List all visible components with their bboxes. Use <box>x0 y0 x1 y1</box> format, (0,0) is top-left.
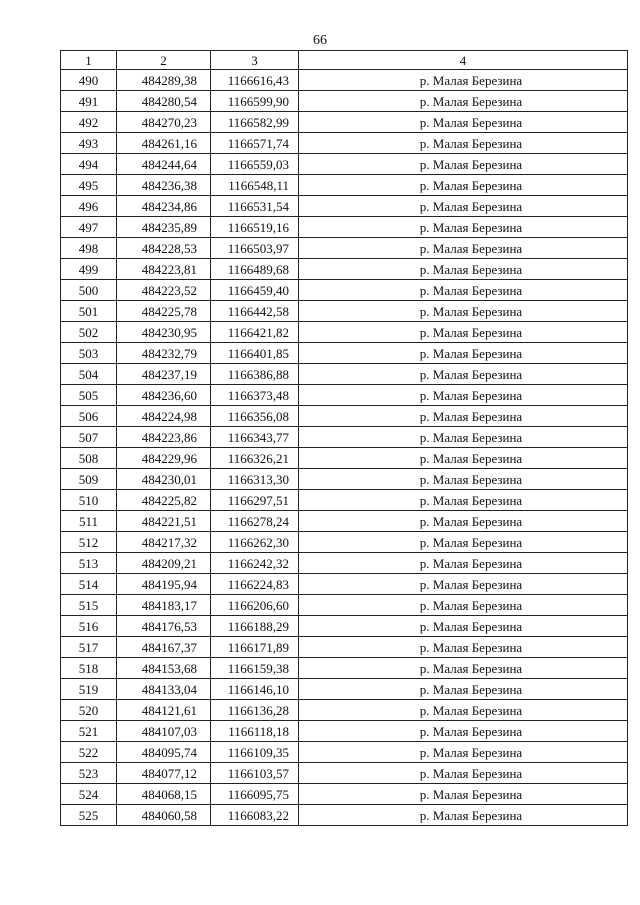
point-number-cell: 520 <box>61 700 117 721</box>
y-coordinate-cell: 1166373,48 <box>211 385 299 406</box>
y-coordinate-cell: 1166136,28 <box>211 700 299 721</box>
point-number-cell: 494 <box>61 154 117 175</box>
table-row <box>61 574 628 595</box>
table-row <box>61 91 628 112</box>
x-coordinate-cell: 484153,68 <box>117 658 211 679</box>
object-name-cell: р. Малая Березина <box>299 595 628 616</box>
table-row <box>61 511 628 532</box>
x-coordinate-cell: 484209,21 <box>117 553 211 574</box>
table-row <box>61 301 628 322</box>
object-name-cell: р. Малая Березина <box>299 490 628 511</box>
table-row <box>61 196 628 217</box>
y-coordinate-cell: 1166489,68 <box>211 259 299 280</box>
point-number-cell: 516 <box>61 616 117 637</box>
table-row <box>61 595 628 616</box>
x-coordinate-cell: 484261,16 <box>117 133 211 154</box>
y-coordinate-cell: 1166459,40 <box>211 280 299 301</box>
object-name-cell: р. Малая Березина <box>299 217 628 238</box>
point-number-cell: 522 <box>61 742 117 763</box>
x-coordinate-cell: 484167,37 <box>117 637 211 658</box>
table-row <box>61 700 628 721</box>
object-name-cell: р. Малая Березина <box>299 385 628 406</box>
table-row <box>61 721 628 742</box>
x-coordinate-cell: 484133,04 <box>117 679 211 700</box>
table-row <box>61 469 628 490</box>
y-coordinate-cell: 1166503,97 <box>211 238 299 259</box>
x-coordinate-cell: 484236,38 <box>117 175 211 196</box>
header-col-3: 3 <box>211 51 299 70</box>
y-coordinate-cell: 1166356,08 <box>211 406 299 427</box>
object-name-cell: р. Малая Березина <box>299 175 628 196</box>
x-coordinate-cell: 484060,58 <box>117 805 211 826</box>
table-row <box>61 448 628 469</box>
table-row <box>61 70 628 91</box>
table-row <box>61 406 628 427</box>
y-coordinate-cell: 1166188,29 <box>211 616 299 637</box>
y-coordinate-cell: 1166559,03 <box>211 154 299 175</box>
x-coordinate-cell: 484225,82 <box>117 490 211 511</box>
point-number-cell: 495 <box>61 175 117 196</box>
point-number-cell: 503 <box>61 343 117 364</box>
table-row <box>61 805 628 826</box>
object-name-cell: р. Малая Березина <box>299 511 628 532</box>
object-name-cell: р. Малая Березина <box>299 637 628 658</box>
point-number-cell: 513 <box>61 553 117 574</box>
object-name-cell: р. Малая Березина <box>299 700 628 721</box>
object-name-cell: р. Малая Березина <box>299 196 628 217</box>
point-number-cell: 498 <box>61 238 117 259</box>
point-number-cell: 515 <box>61 595 117 616</box>
x-coordinate-cell: 484221,51 <box>117 511 211 532</box>
object-name-cell: р. Малая Березина <box>299 532 628 553</box>
x-coordinate-cell: 484225,78 <box>117 301 211 322</box>
y-coordinate-cell: 1166386,88 <box>211 364 299 385</box>
y-coordinate-cell: 1166616,43 <box>211 70 299 91</box>
object-name-cell: р. Малая Березина <box>299 154 628 175</box>
y-coordinate-cell: 1166548,11 <box>211 175 299 196</box>
y-coordinate-cell: 1166326,21 <box>211 448 299 469</box>
table-row <box>61 322 628 343</box>
header-row <box>61 51 628 70</box>
table-row <box>61 217 628 238</box>
object-name-cell: р. Малая Березина <box>299 70 628 91</box>
x-coordinate-cell: 484095,74 <box>117 742 211 763</box>
x-coordinate-cell: 484230,95 <box>117 322 211 343</box>
y-coordinate-cell: 1166146,10 <box>211 679 299 700</box>
header-col-4: 4 <box>299 51 628 70</box>
object-name-cell: р. Малая Березина <box>299 805 628 826</box>
y-coordinate-cell: 1166109,35 <box>211 742 299 763</box>
x-coordinate-cell: 484107,03 <box>117 721 211 742</box>
point-number-cell: 506 <box>61 406 117 427</box>
x-coordinate-cell: 484236,60 <box>117 385 211 406</box>
object-name-cell: р. Малая Березина <box>299 427 628 448</box>
y-coordinate-cell: 1166278,24 <box>211 511 299 532</box>
point-number-cell: 497 <box>61 217 117 238</box>
table-row <box>61 175 628 196</box>
x-coordinate-cell: 484223,86 <box>117 427 211 448</box>
object-name-cell: р. Малая Березина <box>299 280 628 301</box>
table-row <box>61 154 628 175</box>
y-coordinate-cell: 1166519,16 <box>211 217 299 238</box>
point-number-cell: 496 <box>61 196 117 217</box>
table-row <box>61 280 628 301</box>
point-number-cell: 505 <box>61 385 117 406</box>
table-row <box>61 553 628 574</box>
x-coordinate-cell: 484195,94 <box>117 574 211 595</box>
x-coordinate-cell: 484289,38 <box>117 70 211 91</box>
point-number-cell: 504 <box>61 364 117 385</box>
y-coordinate-cell: 1166118,18 <box>211 721 299 742</box>
page-number: 66 <box>313 33 327 48</box>
y-coordinate-cell: 1166297,51 <box>211 490 299 511</box>
x-coordinate-cell: 484280,54 <box>117 91 211 112</box>
x-coordinate-cell: 484183,17 <box>117 595 211 616</box>
table-row <box>61 133 628 154</box>
y-coordinate-cell: 1166095,75 <box>211 784 299 805</box>
y-coordinate-cell: 1166083,22 <box>211 805 299 826</box>
table-row <box>61 343 628 364</box>
x-coordinate-cell: 484229,96 <box>117 448 211 469</box>
point-number-cell: 523 <box>61 763 117 784</box>
y-coordinate-cell: 1166206,60 <box>211 595 299 616</box>
point-number-cell: 518 <box>61 658 117 679</box>
table-row <box>61 112 628 133</box>
y-coordinate-cell: 1166531,54 <box>211 196 299 217</box>
x-coordinate-cell: 484068,15 <box>117 784 211 805</box>
object-name-cell: р. Малая Березина <box>299 238 628 259</box>
table-row <box>61 364 628 385</box>
y-coordinate-cell: 1166242,32 <box>211 553 299 574</box>
table-row <box>61 763 628 784</box>
object-name-cell: р. Малая Березина <box>299 448 628 469</box>
y-coordinate-cell: 1166262,30 <box>211 532 299 553</box>
y-coordinate-cell: 1166171,89 <box>211 637 299 658</box>
table-row <box>61 238 628 259</box>
object-name-cell: р. Малая Березина <box>299 469 628 490</box>
table-row <box>61 784 628 805</box>
table-row <box>61 532 628 553</box>
point-number-cell: 501 <box>61 301 117 322</box>
object-name-cell: р. Малая Березина <box>299 406 628 427</box>
y-coordinate-cell: 1166401,85 <box>211 343 299 364</box>
x-coordinate-cell: 484223,52 <box>117 280 211 301</box>
table-row <box>61 742 628 763</box>
x-coordinate-cell: 484217,32 <box>117 532 211 553</box>
table-row <box>61 679 628 700</box>
x-coordinate-cell: 484237,19 <box>117 364 211 385</box>
point-number-cell: 525 <box>61 805 117 826</box>
object-name-cell: р. Малая Березина <box>299 553 628 574</box>
x-coordinate-cell: 484223,81 <box>117 259 211 280</box>
header-col-2: 2 <box>117 51 211 70</box>
table-row <box>61 385 628 406</box>
table-row <box>61 259 628 280</box>
x-coordinate-cell: 484121,61 <box>117 700 211 721</box>
object-name-cell: р. Малая Березина <box>299 616 628 637</box>
coordinates-table <box>60 50 628 826</box>
table-row <box>61 616 628 637</box>
table-row <box>61 490 628 511</box>
x-coordinate-cell: 484230,01 <box>117 469 211 490</box>
y-coordinate-cell: 1166224,83 <box>211 574 299 595</box>
point-number-cell: 510 <box>61 490 117 511</box>
y-coordinate-cell: 1166442,58 <box>211 301 299 322</box>
object-name-cell: р. Малая Березина <box>299 364 628 385</box>
y-coordinate-cell: 1166599,90 <box>211 91 299 112</box>
object-name-cell: р. Малая Березина <box>299 91 628 112</box>
object-name-cell: р. Малая Березина <box>299 742 628 763</box>
object-name-cell: р. Малая Березина <box>299 721 628 742</box>
point-number-cell: 490 <box>61 70 117 91</box>
x-coordinate-cell: 484270,23 <box>117 112 211 133</box>
point-number-cell: 502 <box>61 322 117 343</box>
point-number-cell: 511 <box>61 511 117 532</box>
point-number-cell: 524 <box>61 784 117 805</box>
y-coordinate-cell: 1166159,38 <box>211 658 299 679</box>
point-number-cell: 493 <box>61 133 117 154</box>
x-coordinate-cell: 484235,89 <box>117 217 211 238</box>
point-number-cell: 517 <box>61 637 117 658</box>
x-coordinate-cell: 484244,64 <box>117 154 211 175</box>
point-number-cell: 508 <box>61 448 117 469</box>
table-header <box>61 51 628 70</box>
object-name-cell: р. Малая Березина <box>299 574 628 595</box>
point-number-cell: 521 <box>61 721 117 742</box>
table-row <box>61 427 628 448</box>
point-number-cell: 514 <box>61 574 117 595</box>
object-name-cell: р. Малая Березина <box>299 679 628 700</box>
y-coordinate-cell: 1166571,74 <box>211 133 299 154</box>
object-name-cell: р. Малая Березина <box>299 784 628 805</box>
y-coordinate-cell: 1166421,82 <box>211 322 299 343</box>
point-number-cell: 509 <box>61 469 117 490</box>
point-number-cell: 491 <box>61 91 117 112</box>
object-name-cell: р. Малая Березина <box>299 133 628 154</box>
x-coordinate-cell: 484232,79 <box>117 343 211 364</box>
y-coordinate-cell: 1166313,30 <box>211 469 299 490</box>
table-row <box>61 637 628 658</box>
point-number-cell: 500 <box>61 280 117 301</box>
x-coordinate-cell: 484228,53 <box>117 238 211 259</box>
point-number-cell: 512 <box>61 532 117 553</box>
x-coordinate-cell: 484234,86 <box>117 196 211 217</box>
y-coordinate-cell: 1166582,99 <box>211 112 299 133</box>
table-row <box>61 658 628 679</box>
x-coordinate-cell: 484176,53 <box>117 616 211 637</box>
object-name-cell: р. Малая Березина <box>299 343 628 364</box>
object-name-cell: р. Малая Березина <box>299 322 628 343</box>
object-name-cell: р. Малая Березина <box>299 301 628 322</box>
table-body <box>61 70 628 826</box>
object-name-cell: р. Малая Березина <box>299 658 628 679</box>
point-number-cell: 507 <box>61 427 117 448</box>
x-coordinate-cell: 484224,98 <box>117 406 211 427</box>
object-name-cell: р. Малая Березина <box>299 259 628 280</box>
object-name-cell: р. Малая Березина <box>299 763 628 784</box>
header-col-1: 1 <box>61 51 117 70</box>
object-name-cell: р. Малая Березина <box>299 112 628 133</box>
point-number-cell: 492 <box>61 112 117 133</box>
y-coordinate-cell: 1166103,57 <box>211 763 299 784</box>
x-coordinate-cell: 484077,12 <box>117 763 211 784</box>
point-number-cell: 519 <box>61 679 117 700</box>
y-coordinate-cell: 1166343,77 <box>211 427 299 448</box>
point-number-cell: 499 <box>61 259 117 280</box>
